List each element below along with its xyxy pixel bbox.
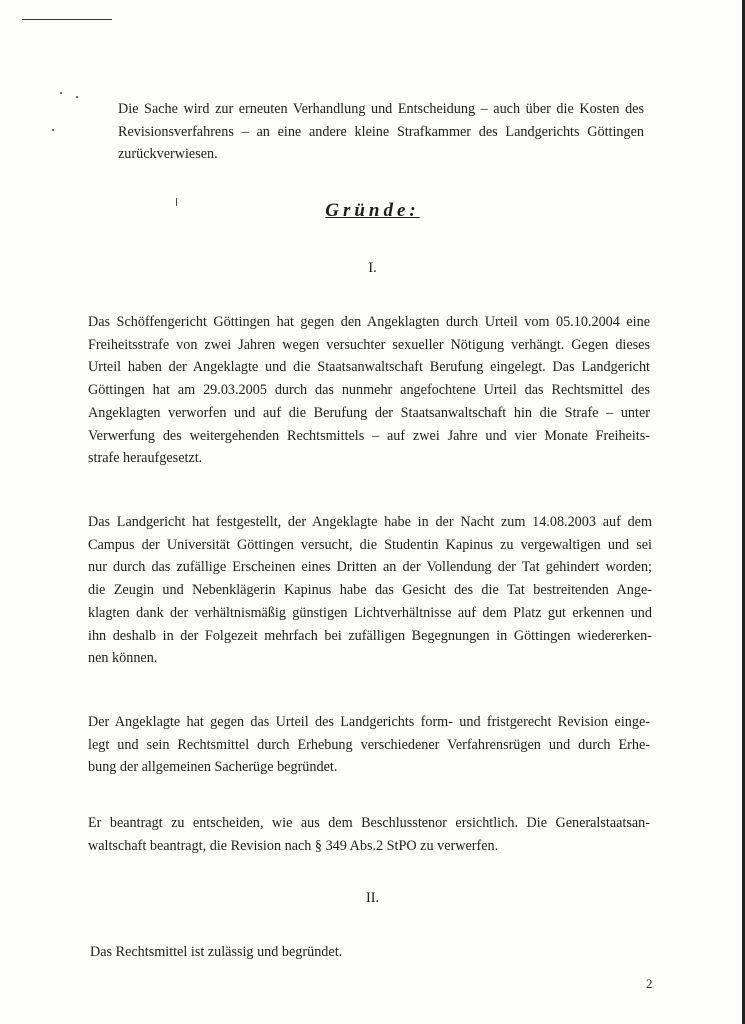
paragraph-line: waltschaft beantragt, die Revision nach § 349 Abs.2 StPO zu verwerfen.	[88, 837, 499, 854]
paragraph-line: klagten dank der verhältnismäßig günstigen Lichtverhältnisse auf dem Platz gut erkennen und	[88, 604, 652, 621]
paragraph-line: Er beantragt zu entscheiden, wie aus dem Beschlusstenor ersichtlich. Die Generalstaatsan-	[88, 815, 650, 831]
section-number-one: I.	[368, 260, 377, 276]
paragraph-1	[88, 311, 650, 470]
scan-speck	[76, 96, 78, 98]
paragraph-5	[90, 941, 590, 964]
paragraph-line: Der Angeklagte hat gegen das Urteil des Landgerichts form- und fristgerecht Revision einge-	[88, 714, 650, 730]
paragraph-line: nen können.	[88, 650, 158, 667]
paragraph-line: Verwerfung des weitergehenden Rechtsmittels – auf zwei Jahre und vier Monate Freiheits-	[88, 427, 650, 444]
paragraph-line: Göttingen hat am 29.03.2005 durch das nunmehr angefochtene Urteil das Rechtsmittel des	[88, 382, 650, 399]
paragraph-line: Freiheitsstrafe von zwei Jahren wegen versuchter sexueller Nötigung verhängt. Gegen dieses	[88, 336, 650, 353]
paragraph-line: Das Schöffengericht Göttingen hat gegen den Angeklagten durch Urteil vom 05.10.2004 eine	[88, 314, 650, 330]
paragraph-line: die Zeugin und Nebenklägerin Kapinus habe das Gesicht des die Tat bestreitenden Ange-	[88, 582, 652, 599]
paragraph-line: Angeklagten verworfen und auf die Berufung der Staatsanwaltschaft hin die Strafe – unter	[88, 404, 650, 421]
intro-paragraph	[118, 98, 644, 166]
paragraph-4	[88, 812, 650, 857]
intro-line: zurückverwiesen.	[118, 146, 218, 163]
paragraph-3	[88, 711, 650, 779]
intro-line: Die Sache wird zur erneuten Verhandlung und Entscheidung – auch über die Kosten des	[118, 101, 644, 117]
paragraph-line: ihn deshalb in der Folgezeit mehrfach bei zufälligen Begegnungen in Göttingen wiedererken-	[88, 627, 652, 644]
paragraph-line: Das Rechtsmittel ist zulässig und begründet.	[90, 944, 343, 960]
page-number: 2	[646, 976, 653, 991]
section-number-two: II.	[366, 890, 379, 906]
paragraph-line: Das Landgericht hat festgestellt, der Angeklagte habe in der Nacht zum 14.08.2003 auf dem	[88, 514, 652, 530]
paragraph-line: Campus der Universität Göttingen versucht, die Studentin Kapinus zu vergewaltigen und sei	[88, 536, 652, 553]
scan-speck	[60, 92, 62, 94]
paragraph-line: legt und sein Rechtsmittel durch Erhebung verschiedener Verfahrensrügen und durch Erhe-	[88, 736, 650, 753]
scan-speck	[52, 129, 54, 131]
paragraph-2	[88, 511, 652, 670]
top-rule	[22, 19, 112, 20]
paragraph-line: Urteil haben der Angeklagte und die Staatsanwaltschaft Berufung eingelegt. Das Landgericht	[88, 359, 650, 376]
paragraph-line: strafe heraufgesetzt.	[88, 450, 203, 467]
paragraph-line: nur durch das zufällige Erscheinen eines Dritten an der Vollendung der Tat gehindert worden;	[88, 559, 652, 576]
intro-line: Revisionsverfahrens – an eine andere kleine Strafkammer des Landgerichts Göttingen	[118, 123, 644, 140]
section-heading: Gründe:	[325, 200, 420, 221]
paragraph-line: bung der allgemeinen Sacherüge begründet.	[88, 759, 338, 776]
